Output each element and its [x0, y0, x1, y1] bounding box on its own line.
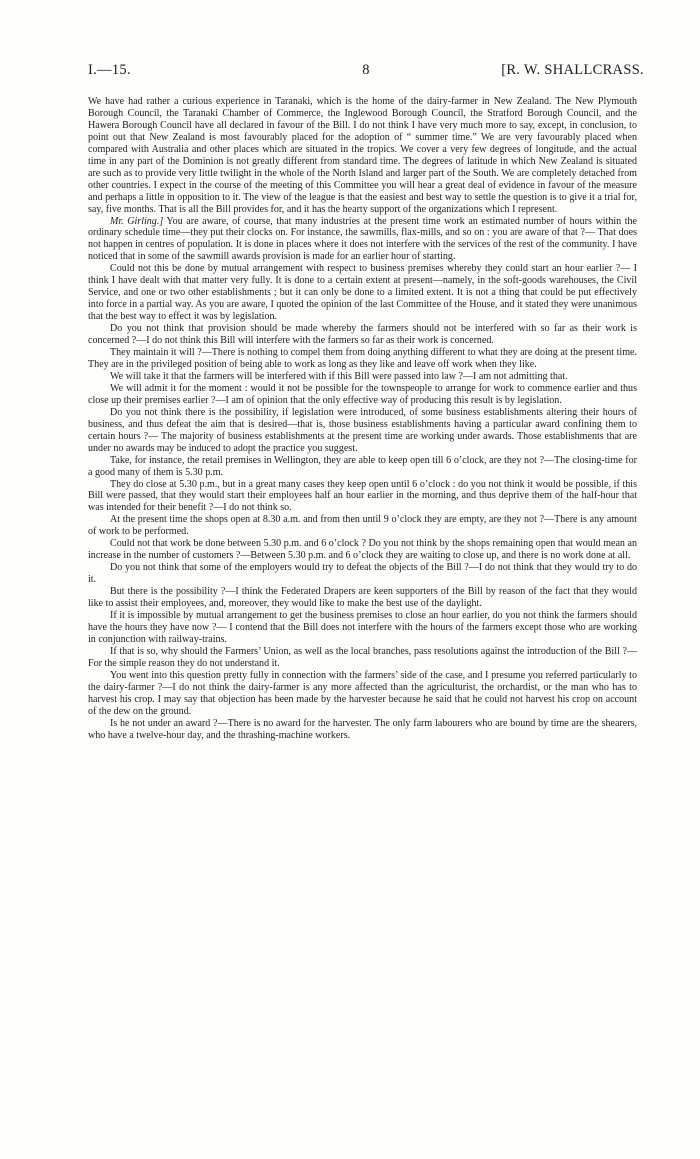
speaker-name: Mr. Girling.]	[110, 215, 164, 227]
paragraph: If it is impossible by mutual arrangement to get the business premises to close an hour earlier, do you not think the farmers should have the hours they have now ?— I contend that the Bill does not interfere with the hours of the farmers except those who are working in conjunction with railway-trains.	[88, 609, 637, 645]
witness-name: [R. W. SHALLCRASS.	[501, 62, 644, 78]
paragraph: At the present time the shops open at 8.30 a.m. and from then until 9 o’clock they are empty, are they not ?—There is any amount of work to be performed.	[88, 514, 637, 538]
paragraph: Could not that work be done between 5.30 p.m. and 6 o’clock ? Do you not think by the shops remaining open that would mean an increase in the number of customers ?—Between 5.30 p.m. and 6 o’clock they are waiting to close up, and there is no work done at all.	[88, 538, 637, 562]
page-header	[88, 62, 644, 84]
paragraph: Do you not think there is the possibility, if legislation were introduced, of some business establishments altering their hours of business, and thus defeat the aim that is desired—that is, those business establishments having a particular award confining them to certain hours ?— The majority of business establishments at the present time are working under awards. Those establishments that are under no awards may be induced to adopt the practice you suggest.	[88, 406, 637, 454]
paragraph: Could not this be done by mutual arrangement with respect to business premises whereby they could start an hour earlier ?— I think I have dealt with that matter very fully. It is done to a certain extent at present—namely, in the soft-goods warehouses, the Civil Service, and one or two other establishments ; but it can only be done to a limited extent. It is not a thing that could be put effectively into force in a partial way. As you are aware, I quoted the opinion of the last Committee of the House, and it stated they were unanimous that the best way to effect it was by legislation.	[88, 263, 637, 323]
paragraph: We will admit it for the moment : would it not be possible for the townspeople to arrange for work to commence earlier and thus close up their premises earlier ?—I am of opinion that the only effective way of producing this result is by legislation.	[88, 382, 637, 406]
paragraph: You went into this question pretty fully in connection with the farmers’ side of the case, and I presume you referred particularly to the dairy-farmer ?—I do not think the dairy-farmer is any more affected than the agriculturist, the orchardist, or the man who has to harvest his crop. I may say that objection has been made by the harvester because he said that he could not harvest his crop on account of the dew on the ground.	[88, 669, 637, 717]
paragraph: Do you not think that provision should be made whereby the farmers should not be interfered with so far as their work is concerned ?—I do not think this Bill will interfere with the farmers so far as their work is concerned.	[88, 323, 637, 347]
paragraph: If that is so, why should the Farmers’ Union, as well as the local branches, pass resolutions against the introduction of the Bill ?—For the simple reason they do not understand it.	[88, 645, 637, 669]
paragraph	[88, 216, 637, 264]
paragraph: But there is the possibility ?—I think the Federated Drapers are keen supporters of the Bill by reason of the fact that they would like to assist their employees, and, moreover, they would like to make the best use of the daylight.	[88, 586, 637, 610]
paper-reference: I.—15.	[88, 62, 131, 78]
paragraph: We will take it that the farmers will be interfered with if this Bill were passed into law ?—I am not admitting that.	[110, 370, 568, 382]
paragraph: We have had rather a curious experience in Taranaki, which is the home of the dairy-farmer in New Zealand. The New Plymouth Borough Council, the Taranaki Chamber of Commerce, the Inglewood Borough Council, the Stratford Borough Council, and the Hawera Borough Council have all declared in favour of the Bill. I do not think I have very much more to say, except, in conclusion, to point out that New Zealand is most favourably placed for the adoption of “ summer time.” We are very favourably placed when compared with Australia and other places which are situated in the tropics. We cover a very few degrees of longitude, and the actual time in any part of the Dominion is not greatly different from standard time. The degrees of latitude in which New Zealand is situated are such as to provide very little twilight in the whole of the North Island and larger part of the South. We are completely detached from other countries. I expect in the course of the meeting of this Committee you will hear a great deal of evidence in favour of the measure and perhaps a little in opposition to it. The view of the league is that the easiest and best way to settle the question is to give it a trial for, say, five months. That is all the Bill provides for, and it has the hearty support of the organizations which I represent.	[88, 96, 637, 215]
paragraph: Do you not think that some of the employers would try to defeat the objects of the Bill ?—I do not think that they would try to do it.	[88, 562, 637, 586]
paragraph: They do close at 5.30 p.m., but in a great many cases they keep open until 6 o’clock : do you not think it would be possible, if this Bill were passed, that they would start their employees half an hour earlier in the morning, and thus deprive them of the half-hour that was intended for their benefit ?—I do not think so.	[88, 478, 637, 514]
page-number: 8	[362, 62, 370, 78]
paragraph: Is he not under an award ?—There is no award for the harvester. The only farm labourers who are bound by time are the shearers, who have a twelve-hour day, and the thrashing-machine workers.	[88, 717, 637, 741]
document-body	[88, 96, 637, 741]
paragraph-text: You are aware, of course, that many industries at the present time work an estimated number of hours within the ordinary schedule time—they put their clocks on. For instance, the sawmills, flax-mills, and so on : you are aware of that ?— That does not happen in centres of population. It is done in places where it does not interfere with the services of the rest of the community. I have noticed that in some of the sawmill awards provision is made for an earlier hour of starting.	[88, 215, 637, 263]
paragraph: Take, for instance, the retail premises in Wellington, they are able to keep open till 6 o’clock, are they not ?—The closing-time for a good many of them is 5.30 p.m.	[88, 454, 637, 478]
paragraph: They maintain it will ?—There is nothing to compel them from doing anything different to what they are doing at the present time. They are in the privileged position of being able to work as long as they like and leave off work when they like.	[88, 347, 637, 370]
